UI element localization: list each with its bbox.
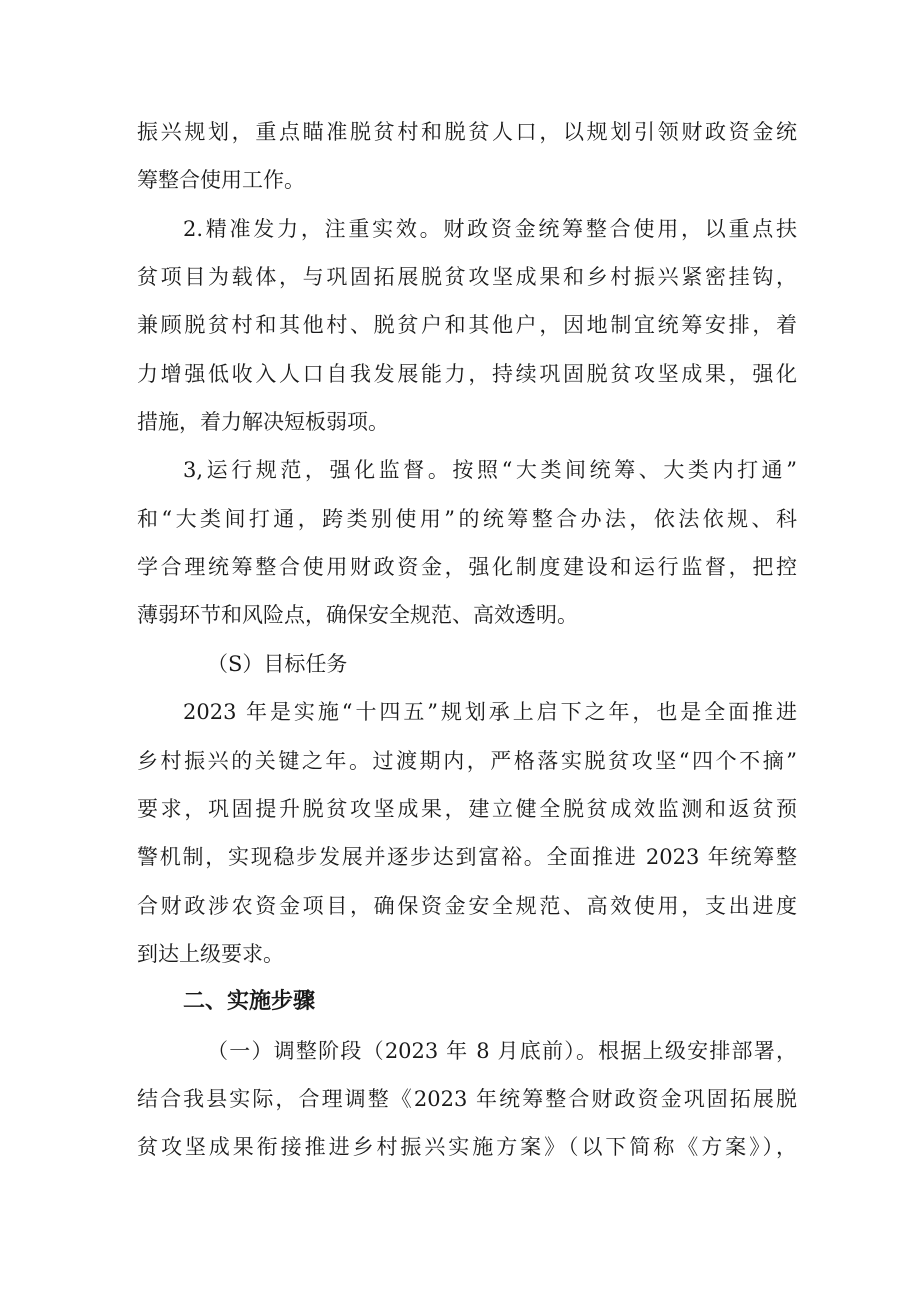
body-text-line: 贫攻坚成果衔接推进乡村振兴实施方案》（以下简称《方案》）， (137, 1135, 797, 1159)
body-text-line: 乡村振兴的关键之年。过渡期内，严格落实脱贫攻坚“四个不摘” (137, 749, 797, 773)
body-text-line: 振兴规划，重点瞄准脱贫村和脱贫人口，以规划引领财政资金统 (137, 120, 797, 144)
body-text-line: 薄弱环节和风险点，确保安全规范、高效透明。 (137, 603, 578, 627)
body-text-line: 筹整合使用工作。 (137, 168, 305, 192)
body-text-line: 2.精准发力，注重实效。财政资金统筹整合使用，以重点扶 (183, 217, 797, 241)
body-text-line: 警机制，实现稳步发展并逐步达到富裕。全面推进 2023 年统筹整 (137, 845, 797, 869)
body-text-line: 和“大类间打通，跨类别使用”的统筹整合办法，依法依规、科 (137, 507, 797, 531)
body-text-line: 合财政涉农资金项目，确保资金安全规范、高效使用，支出进度 (137, 894, 797, 918)
body-text-line: 2023 年是实施“十四五”规划承上启下之年，也是全面推进 (183, 700, 797, 724)
body-text-line: 3,运行规范，强化监督。按照“大类间统筹、大类内打通” (183, 458, 797, 482)
body-text-line: 措施，着力解决短板弱项。 (137, 410, 389, 434)
body-text-line: 兼顾脱贫村和其他村、脱贫户和其他户，因地制宜统筹安排，着 (137, 313, 797, 337)
body-text-line: 到达上级要求。 (137, 942, 284, 966)
body-text-line: （一）调整阶段（2023 年 8 月底前）。根据上级安排部署， (207, 1039, 797, 1063)
section-heading: 二、实施步骤 (183, 989, 316, 1014)
body-text-line: 学合理统筹整合使用财政资金，强化制度建设和运行监督，把控 (137, 555, 797, 579)
body-text-line: 贫项目为载体，与巩固拓展脱贫攻坚成果和乡村振兴紧密挂钩， (137, 265, 797, 289)
body-text-line: 要求，巩固提升脱贫攻坚成果，建立健全脱贫成效监测和返贫预 (137, 797, 797, 821)
body-text-line: 结合我县实际，合理调整《2023 年统筹整合财政资金巩固拓展脱 (137, 1087, 797, 1111)
body-text-line: 力增强低收入人口自我发展能力，持续巩固脱贫攻坚成果，强化 (137, 362, 797, 386)
section-subheading: （S）目标任务 (207, 652, 348, 676)
